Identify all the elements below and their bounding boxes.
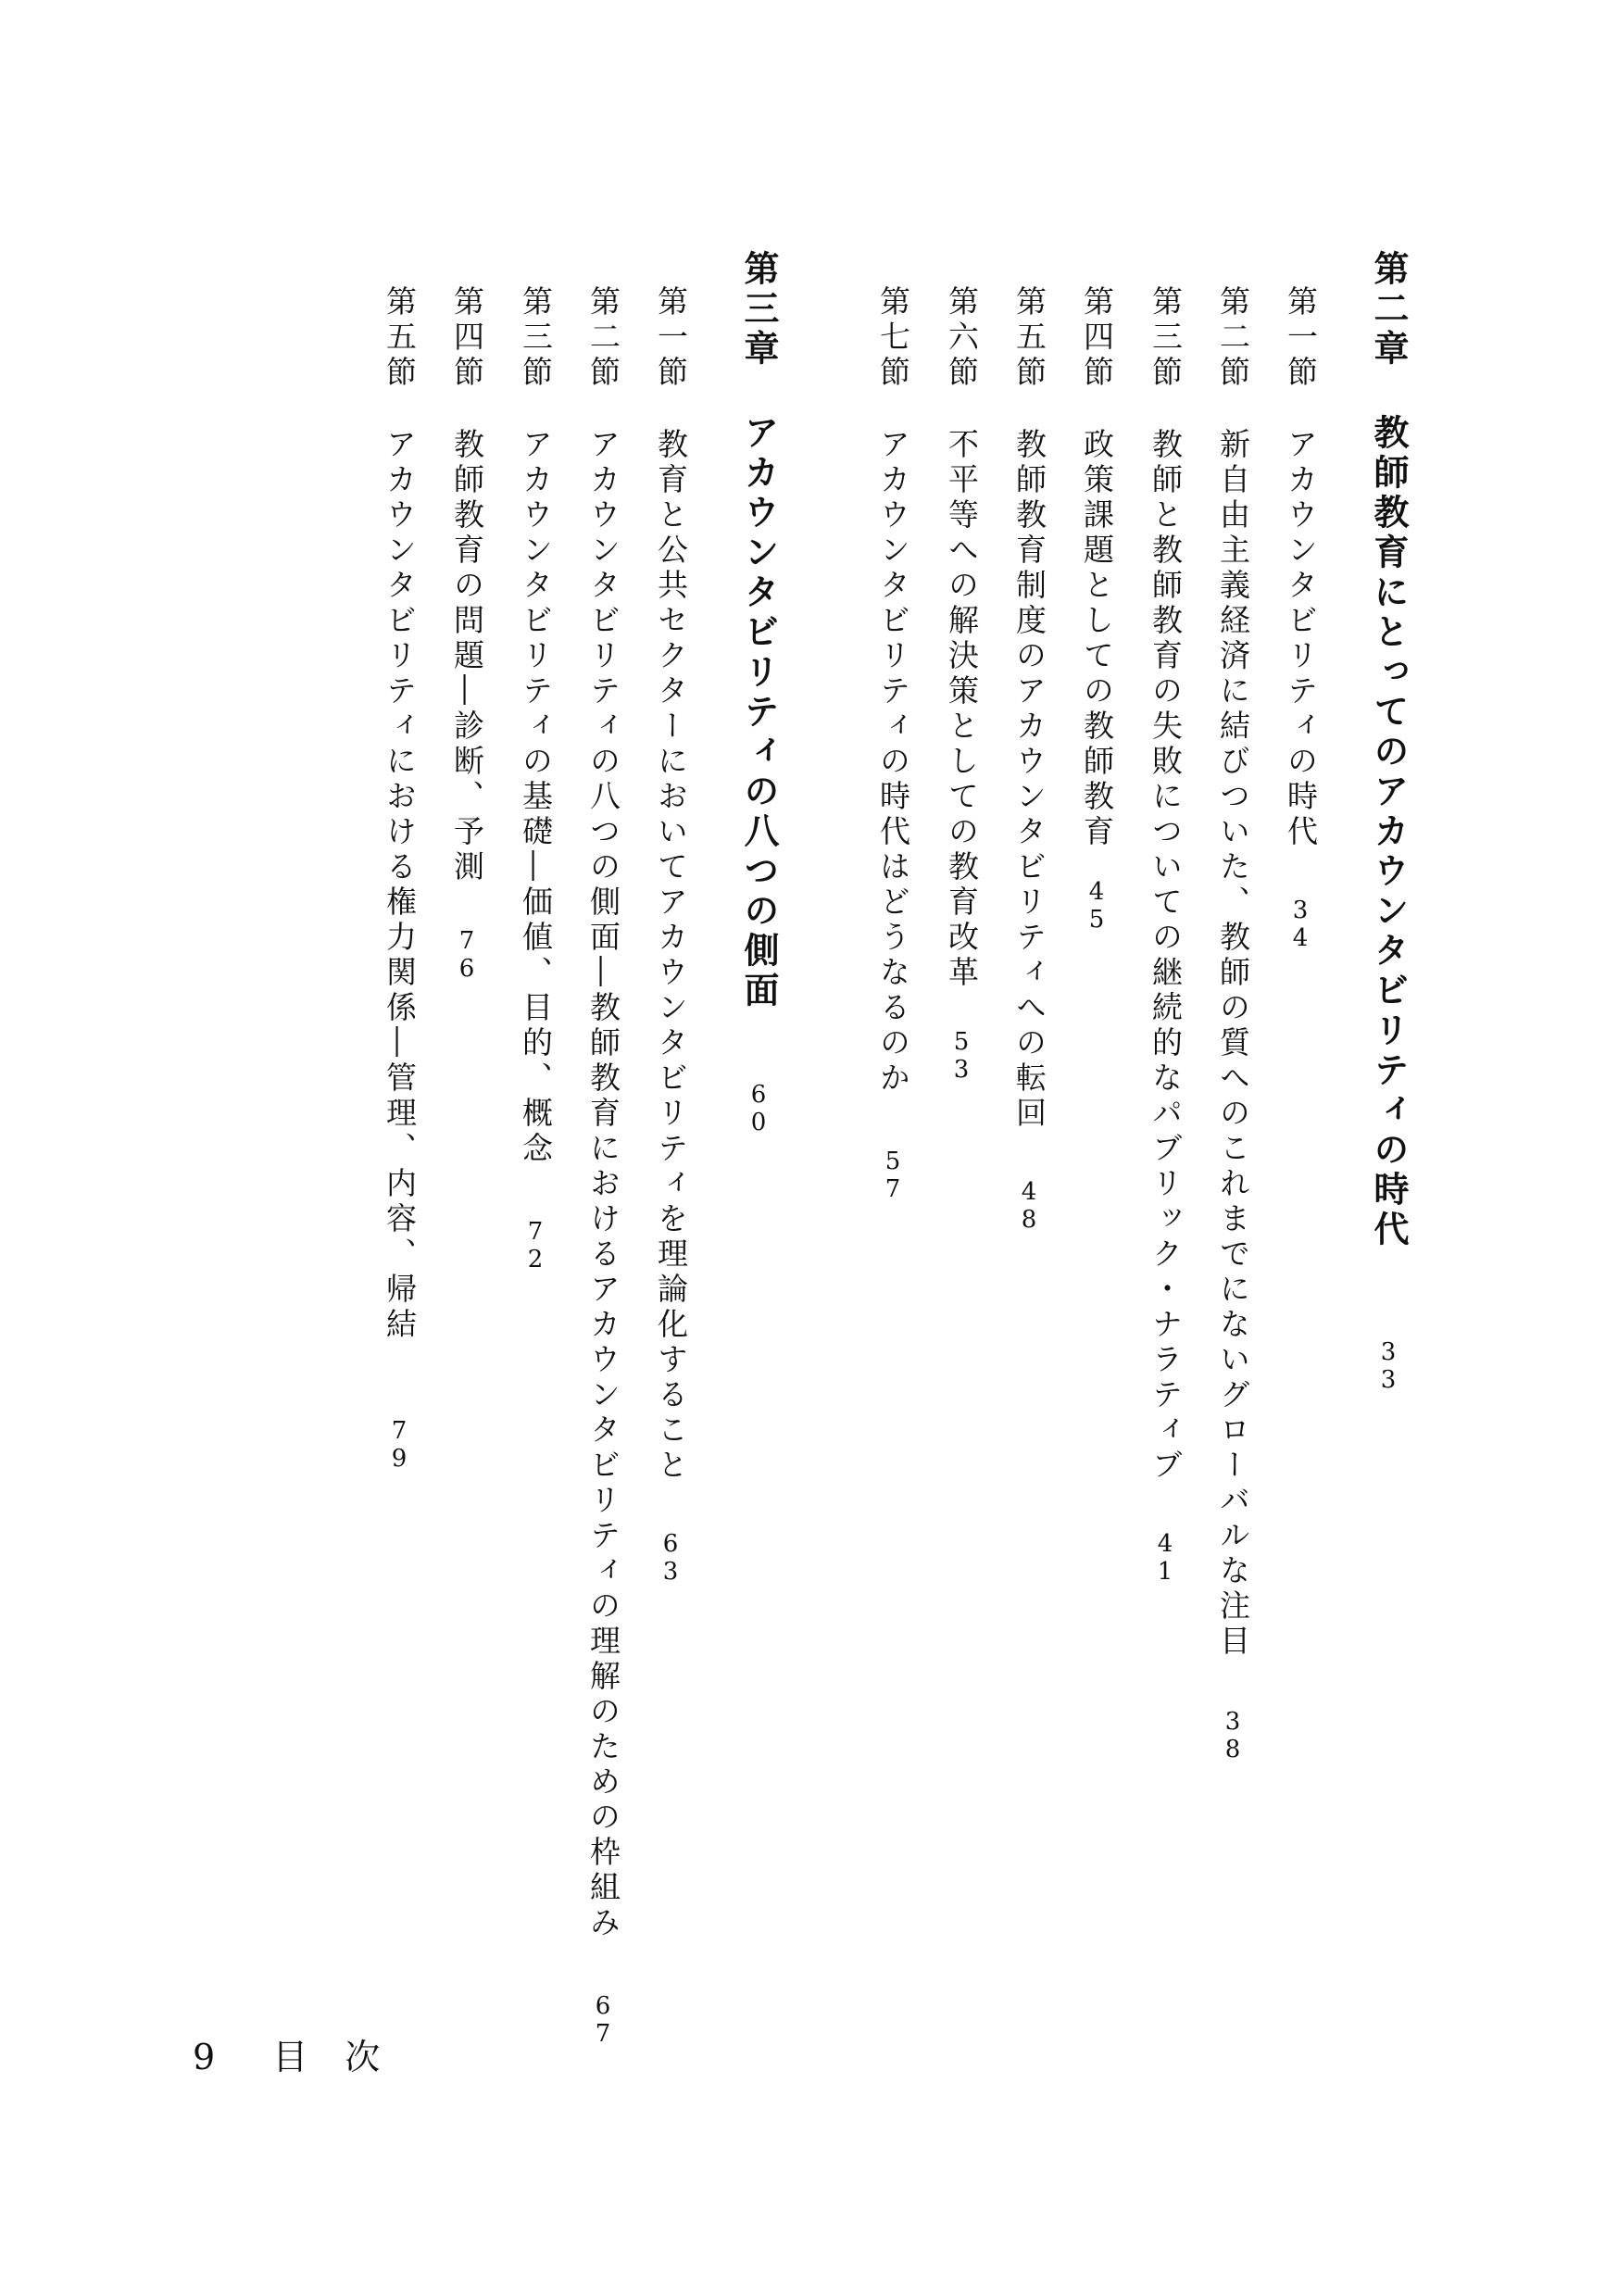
chapter-title: アカウンタビリティの八つの側面: [738, 414, 780, 1011]
chapter-title: 教師教育にとってのアカウンタビリティの時代: [1368, 414, 1410, 1250]
page-number: 57: [879, 1148, 907, 1203]
chapter-3-heading: [738, 250, 780, 2102]
toc-entry: [1148, 285, 1184, 2138]
section-title: アカウンタビリティの時代はどうなるのか: [875, 428, 911, 1097]
toc-entry: [585, 285, 621, 2138]
toc-entry: [1215, 285, 1251, 2138]
section-label: 第四節: [1079, 285, 1115, 391]
section-title: 教師教育制度のアカウンタビリティへの転回: [1011, 428, 1047, 1132]
section-title: 教育と公共セクターにおいてアカウンタビリティを理論化すること: [653, 428, 689, 1484]
toc-entry: [653, 285, 689, 2138]
section-label: 第二節: [1215, 285, 1251, 391]
section-label: 第一節: [653, 285, 689, 391]
page-number: 67: [589, 1992, 617, 2048]
section-label: 第四節: [449, 285, 485, 391]
toc-entry: [944, 285, 980, 2138]
toc-entry: [875, 285, 911, 2138]
page-footer: [193, 2028, 393, 2079]
toc-entry: [382, 285, 418, 2138]
section-title: 政策課題としての教師教育: [1079, 428, 1115, 850]
section-title: 不平等への解決策としての教育改革: [944, 428, 980, 991]
section-label: 第三節: [1148, 285, 1184, 391]
page-number: 72: [521, 1218, 549, 1273]
toc-entry: [1011, 285, 1047, 2138]
running-head: 目 次: [272, 2037, 394, 2077]
page-number: 79: [385, 1417, 413, 1473]
section-title: アカウンタビリティにおける権力関係―管理、内容、帰結: [382, 428, 418, 1343]
toc-entry: [449, 285, 485, 2138]
toc-entry: [1283, 285, 1319, 2138]
section-label: 第一節: [1283, 285, 1319, 391]
section-title: アカウンタビリティの時代: [1283, 428, 1319, 850]
section-label: 第五節: [382, 285, 418, 391]
page-folio: 9: [193, 2037, 216, 2077]
toc-entry: [518, 285, 554, 2138]
toc-entry: [1079, 285, 1115, 2138]
section-label: 第六節: [944, 285, 980, 391]
page-number: 63: [657, 1530, 684, 1586]
page-number: 53: [947, 1028, 975, 1084]
chapter-2-heading: [1368, 250, 1410, 2102]
section-label: 第七節: [875, 285, 911, 391]
chapter-label: 第三章: [738, 250, 780, 370]
section-title: 新自由主義経済に結びついた、教師の質へのこれまでにないグローバルな注目: [1215, 428, 1251, 1660]
section-label: 第三節: [518, 285, 554, 391]
section-title: アカウンタビリティの基礎―価値、目的、概念: [518, 428, 554, 1167]
section-label: 第五節: [1011, 285, 1047, 391]
page-number: 76: [453, 927, 481, 983]
section-label: 第二節: [585, 285, 621, 391]
section-title: アカウンタビリティの八つの側面―教師教育におけるアカウンタビリティの理解のための枠組み: [585, 428, 621, 1941]
page-number: 45: [1083, 878, 1110, 934]
chapter-label: 第二章: [1368, 250, 1410, 370]
section-title: 教師教育の問題―診断、予測: [449, 428, 485, 885]
section-title: 教師と教師教育の失敗についての継続的なパブリック・ナラティブ: [1148, 428, 1184, 1484]
page-number: 33: [1374, 1338, 1402, 1394]
page-number: 48: [1015, 1178, 1043, 1234]
page-number: 38: [1219, 1708, 1247, 1763]
page-number: 41: [1151, 1530, 1179, 1586]
page-number: 60: [745, 1081, 772, 1136]
page-number: 34: [1286, 897, 1314, 952]
